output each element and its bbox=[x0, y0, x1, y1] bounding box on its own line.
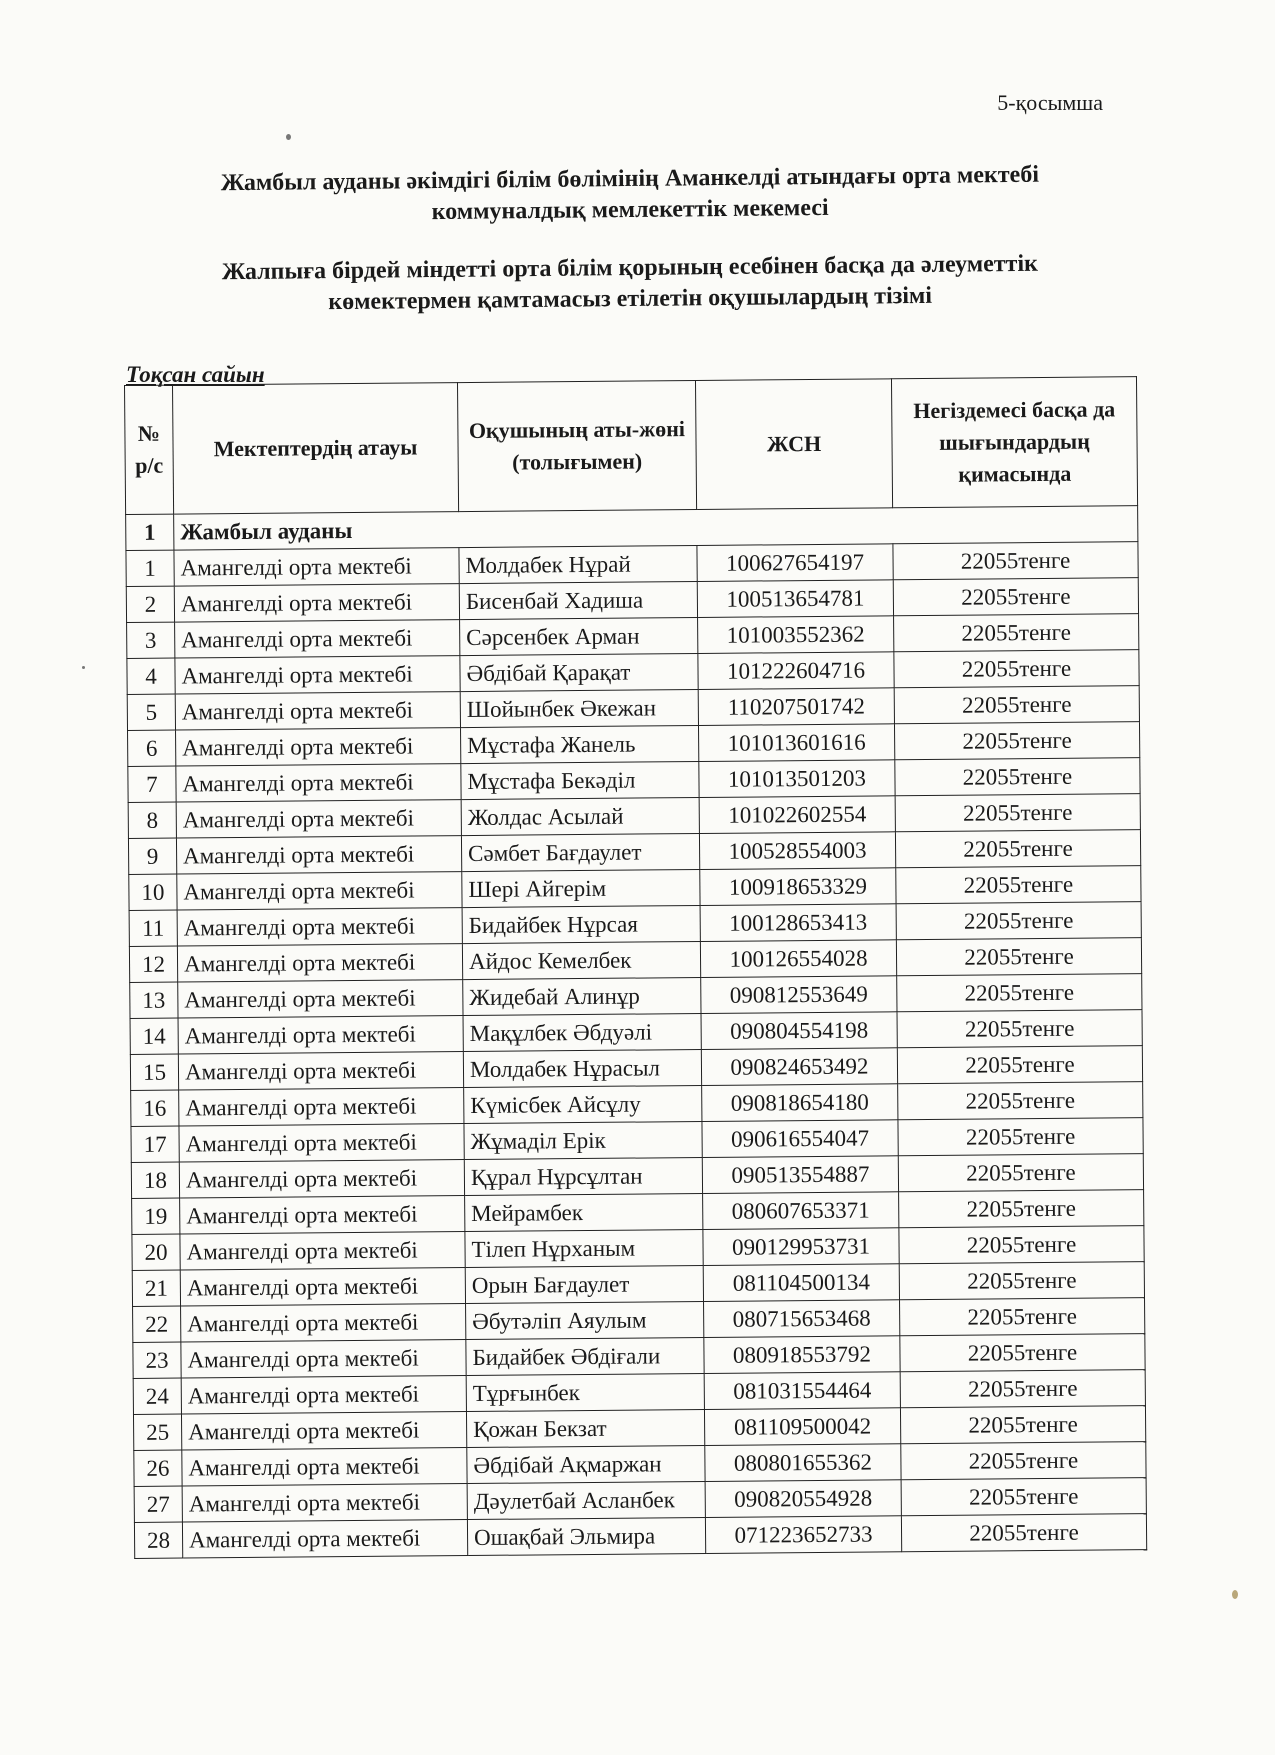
organization-title-line-1: Жамбыл ауданы әкімдігі білім бөлімінің Аманкелді атындағы орта мектебі bbox=[220, 161, 1040, 197]
row-school: Амангелді орта мектебі bbox=[181, 1376, 466, 1414]
row-iin: 090804554198 bbox=[701, 1012, 897, 1050]
row-amount: 22055тенге bbox=[896, 866, 1141, 904]
row-school: Амангелді орта мектебі bbox=[178, 1016, 463, 1054]
row-school: Амангелді орта мектебі bbox=[182, 1520, 467, 1558]
row-iin: 071223652733 bbox=[705, 1516, 901, 1554]
organization-title-line-2: коммуналдық мемлекеттік мекемесі bbox=[431, 194, 829, 226]
row-amount: 22055тенге bbox=[895, 794, 1140, 832]
row-student: Орын Бағдаулет bbox=[465, 1265, 703, 1303]
header-basis: Негіздемесі басқа да шығындардың қимасында bbox=[891, 377, 1137, 508]
row-student: Мейрамбек bbox=[465, 1193, 703, 1231]
row-amount: 22055тенге bbox=[895, 830, 1140, 868]
row-school: Амангелді орта мектебі bbox=[182, 1448, 467, 1486]
students-table-wrapper bbox=[124, 376, 1146, 1559]
row-iin: 090812553649 bbox=[701, 976, 897, 1014]
row-student: Тұрғынбек bbox=[466, 1373, 704, 1411]
row-amount: 22055тенге bbox=[899, 1226, 1144, 1264]
row-iin: 080607653371 bbox=[703, 1192, 899, 1230]
row-school: Амангелді орта мектебі bbox=[181, 1340, 466, 1378]
row-school: Амангелді орта мектебі bbox=[175, 620, 460, 658]
row-student: Жолдас Асылай bbox=[461, 797, 699, 835]
row-num: 23 bbox=[133, 1342, 181, 1378]
row-student: Бисенбай Хадиша bbox=[459, 582, 697, 620]
row-iin: 090129953731 bbox=[703, 1228, 899, 1266]
row-amount: 22055тенге bbox=[894, 650, 1139, 688]
row-num: 14 bbox=[130, 1018, 178, 1054]
row-amount: 22055тенге bbox=[894, 722, 1139, 760]
row-student: Күмісбек Айсұлу bbox=[464, 1085, 702, 1123]
row-amount: 22055тенге bbox=[898, 1082, 1143, 1120]
row-school: Амангелді орта мектебі bbox=[181, 1304, 466, 1342]
row-amount: 22055тенге bbox=[900, 1298, 1145, 1336]
row-iin: 100126554028 bbox=[700, 940, 896, 978]
row-iin: 101003552362 bbox=[698, 616, 894, 654]
row-school: Амангелді орта мектебі bbox=[176, 728, 461, 766]
organization-title bbox=[130, 159, 1131, 231]
row-amount: 22055тенге bbox=[897, 1046, 1142, 1084]
row-amount: 22055тенге bbox=[901, 1442, 1146, 1480]
scan-speck bbox=[286, 134, 291, 140]
row-school: Амангелді орта мектебі bbox=[180, 1232, 465, 1270]
row-amount: 22055тенге bbox=[897, 974, 1142, 1012]
row-iin: 080801655362 bbox=[705, 1444, 901, 1482]
row-school: Амангелді орта мектебі bbox=[176, 764, 461, 802]
group-num: 1 bbox=[126, 514, 174, 550]
row-iin: 100627654197 bbox=[697, 544, 893, 582]
row-student: Жұмаділ Ерік bbox=[464, 1121, 702, 1159]
row-num: 21 bbox=[132, 1270, 180, 1306]
row-school: Амангелді орта мектебі bbox=[179, 1088, 464, 1126]
table-body bbox=[126, 506, 1147, 1559]
row-school: Амангелді орта мектебі bbox=[174, 548, 459, 586]
header-iin: ЖСН bbox=[695, 379, 892, 510]
row-iin: 110207501742 bbox=[698, 688, 894, 726]
row-amount: 22055тенге bbox=[896, 902, 1141, 940]
row-school: Амангелді орта мектебі bbox=[181, 1412, 466, 1450]
row-school: Амангелді орта мектебі bbox=[179, 1160, 464, 1198]
row-student: Молдабек Нұрасыл bbox=[463, 1049, 701, 1087]
row-iin: 090824653492 bbox=[701, 1048, 897, 1086]
row-iin: 101022602554 bbox=[699, 796, 895, 834]
period-label: Тоқсан сайын bbox=[126, 362, 265, 387]
row-num: 25 bbox=[133, 1414, 181, 1450]
row-num: 17 bbox=[131, 1126, 179, 1162]
row-student: Бидайбек Нұрсая bbox=[462, 905, 700, 943]
row-num: 16 bbox=[131, 1090, 179, 1126]
row-amount: 22055тенге bbox=[900, 1334, 1145, 1372]
row-amount: 22055тенге bbox=[894, 614, 1139, 652]
row-num: 24 bbox=[133, 1378, 181, 1414]
list-title-line-1: Жалпыға бірдей міндетті орта білім қорының есебінен басқа да әлеуметтік bbox=[221, 250, 1039, 286]
row-student: Айдос Кемелбек bbox=[462, 941, 700, 979]
row-amount: 22055тенге bbox=[893, 542, 1138, 580]
row-amount: 22055тенге bbox=[895, 758, 1140, 796]
row-iin: 090616554047 bbox=[702, 1120, 898, 1158]
row-amount: 22055тенге bbox=[900, 1406, 1145, 1444]
row-iin: 081104500134 bbox=[703, 1264, 899, 1302]
row-iin: 090818654180 bbox=[702, 1084, 898, 1122]
row-student: Жидебай Алинұр bbox=[463, 977, 701, 1015]
row-iin: 090513554887 bbox=[702, 1156, 898, 1194]
row-student: Құрал Нұрсұлтан bbox=[464, 1157, 702, 1195]
row-school: Амангелді орта мектебі bbox=[180, 1268, 465, 1306]
row-num: 1 bbox=[126, 550, 174, 586]
row-num: 11 bbox=[129, 910, 177, 946]
row-iin: 100528554003 bbox=[699, 832, 895, 870]
row-school: Амангелді орта мектебі bbox=[175, 692, 460, 730]
row-student: Молдабек Нұрай bbox=[459, 546, 697, 584]
row-school: Амангелді орта мектебі bbox=[182, 1484, 467, 1522]
row-student: Әбутәліп Аяулым bbox=[466, 1301, 704, 1339]
row-num: 12 bbox=[129, 946, 177, 982]
row-amount: 22055тенге bbox=[893, 578, 1138, 616]
list-title-line-2: көмектермен қамтамасыз етілетін оқушылардың тізімі bbox=[328, 282, 933, 316]
row-student: Бидайбек Әбдіғали bbox=[466, 1337, 704, 1375]
header-num: № р/с bbox=[125, 385, 174, 514]
table-header-row bbox=[125, 377, 1138, 515]
row-school: Амангелді орта мектебі bbox=[180, 1196, 465, 1234]
row-student: Әбдібай Қарақат bbox=[460, 654, 698, 692]
row-iin: 100918653329 bbox=[700, 868, 896, 906]
header-school: Мектептердің атауы bbox=[173, 383, 459, 514]
row-student: Мұстафа Жанель bbox=[461, 725, 699, 763]
header-student: Оқушының аты-жөні (толығымен) bbox=[457, 381, 696, 512]
row-iin: 081109500042 bbox=[704, 1408, 900, 1446]
row-num: 10 bbox=[129, 874, 177, 910]
row-iin: 101013501203 bbox=[699, 760, 895, 798]
row-iin: 080715653468 bbox=[704, 1300, 900, 1338]
appendix-label: 5-қосымша bbox=[997, 90, 1103, 115]
row-school: Амангелді орта мектебі bbox=[176, 800, 461, 838]
row-iin: 080918553792 bbox=[704, 1336, 900, 1374]
row-amount: 22055тенге bbox=[898, 1118, 1143, 1156]
row-amount: 22055тенге bbox=[901, 1514, 1146, 1552]
row-num: 27 bbox=[134, 1486, 182, 1522]
row-num: 9 bbox=[128, 838, 176, 874]
scan-speck bbox=[1232, 1590, 1238, 1599]
row-amount: 22055тенге bbox=[894, 686, 1139, 724]
row-school: Амангелді орта мектебі bbox=[178, 1052, 463, 1090]
row-iin: 081031554464 bbox=[704, 1372, 900, 1410]
row-num: 6 bbox=[128, 730, 176, 766]
row-amount: 22055тенге bbox=[897, 1010, 1142, 1048]
scan-speck bbox=[82, 666, 85, 669]
row-num: 4 bbox=[127, 658, 175, 694]
row-school: Амангелді орта мектебі bbox=[174, 584, 459, 622]
row-amount: 22055тенге bbox=[898, 1154, 1143, 1192]
row-amount: 22055тенге bbox=[896, 938, 1141, 976]
row-amount: 22055тенге bbox=[899, 1262, 1144, 1300]
row-student: Шері Айгерім bbox=[462, 869, 700, 907]
row-amount: 22055тенге bbox=[900, 1370, 1145, 1408]
row-num: 3 bbox=[127, 622, 175, 658]
row-student: Дәулетбай Асланбек bbox=[467, 1481, 705, 1519]
row-num: 26 bbox=[134, 1450, 182, 1486]
row-iin: 101222604716 bbox=[698, 652, 894, 690]
row-amount: 22055тенге bbox=[901, 1478, 1146, 1516]
row-school: Амангелді орта мектебі bbox=[175, 656, 460, 694]
row-num: 22 bbox=[133, 1306, 181, 1342]
row-school: Амангелді орта мектебі bbox=[177, 944, 462, 982]
row-student: Тілеп Нұрханым bbox=[465, 1229, 703, 1267]
row-student: Сәмбет Бағдаулет bbox=[461, 833, 699, 871]
row-num: 28 bbox=[134, 1522, 182, 1558]
row-iin: 100513654781 bbox=[697, 580, 893, 618]
row-student: Мақұлбек Әбдуәлі bbox=[463, 1013, 701, 1051]
row-student: Әбдібай Ақмаржан bbox=[467, 1445, 705, 1483]
row-iin: 100128653413 bbox=[700, 904, 896, 942]
row-student: Сәрсенбек Арман bbox=[460, 618, 698, 656]
row-iin: 101013601616 bbox=[698, 724, 894, 762]
row-school: Амангелді орта мектебі bbox=[177, 872, 462, 910]
row-num: 5 bbox=[127, 694, 175, 730]
row-num: 8 bbox=[128, 802, 176, 838]
list-title bbox=[130, 248, 1131, 320]
row-num: 20 bbox=[132, 1234, 180, 1270]
row-school: Амангелді орта мектебі bbox=[179, 1124, 464, 1162]
row-student: Ошақбай Эльмира bbox=[467, 1517, 705, 1555]
row-school: Амангелді орта мектебі bbox=[177, 908, 462, 946]
row-num: 13 bbox=[130, 982, 178, 1018]
group-name: Жамбыл ауданы bbox=[174, 506, 1138, 550]
row-school: Амангелді орта мектебі bbox=[176, 836, 461, 874]
row-student: Қожан Бекзат bbox=[466, 1409, 704, 1447]
row-num: 2 bbox=[126, 586, 174, 622]
row-num: 15 bbox=[130, 1054, 178, 1090]
row-num: 19 bbox=[132, 1198, 180, 1234]
row-num: 18 bbox=[131, 1162, 179, 1198]
row-student: Шойынбек Әкежан bbox=[460, 690, 698, 728]
row-amount: 22055тенге bbox=[899, 1190, 1144, 1228]
row-iin: 090820554928 bbox=[705, 1480, 901, 1518]
row-num: 7 bbox=[128, 766, 176, 802]
row-school: Амангелді орта мектебі bbox=[178, 980, 463, 1018]
students-table bbox=[124, 376, 1147, 1559]
row-student: Мұстафа Бекәділ bbox=[461, 761, 699, 799]
